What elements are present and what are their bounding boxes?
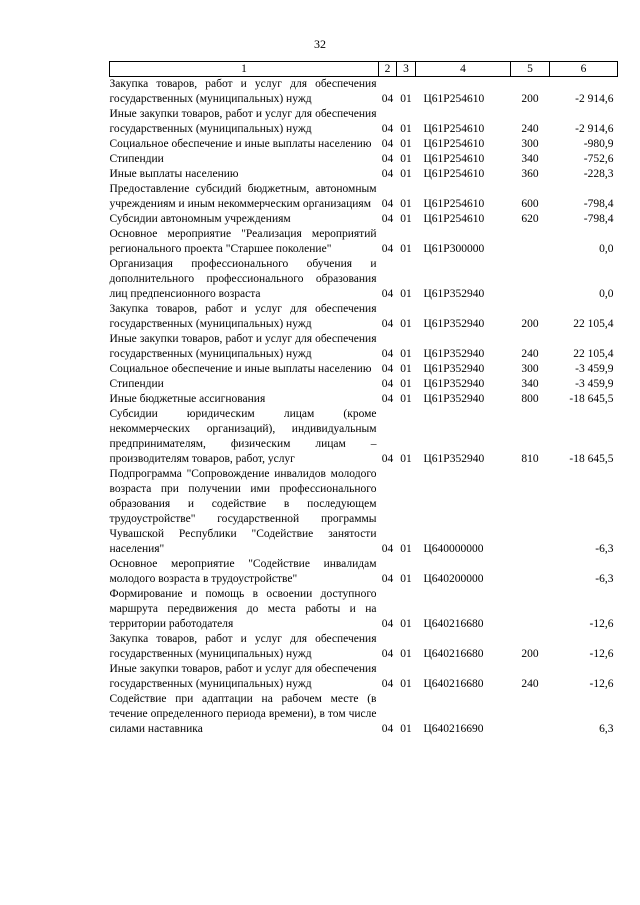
row-target-code: Ц61Р254610: [423, 153, 485, 165]
row-section: 04: [381, 318, 394, 330]
row-name: Социальное обеспечение и иные выплаты населению: [109, 363, 372, 375]
row-subsection: 01: [400, 93, 412, 105]
table-row: [110, 107, 618, 137]
row-expense-type: 810: [521, 453, 539, 465]
table-row: [110, 332, 618, 362]
row-target-code: Ц61Р254610: [423, 93, 485, 105]
row-section: 04: [381, 648, 394, 660]
row-target-code: Ц61Р254610: [423, 198, 485, 210]
row-subsection: 01: [400, 678, 412, 690]
table-row: [110, 362, 618, 377]
row-target-code: Ц61Р352940: [423, 318, 485, 330]
row-target-code: Ц61Р352940: [423, 288, 485, 300]
table-row: [110, 692, 618, 737]
row-expense-type: 800: [521, 393, 539, 405]
table-row: [110, 392, 618, 407]
row-section: 04: [381, 198, 394, 210]
row-subsection: 01: [400, 138, 412, 150]
row-name: Закупка товаров, работ и услуг для обеспечения государственных (муниципальных) нужд: [109, 303, 377, 330]
row-section: 04: [381, 363, 394, 375]
row-amount: 22 105,4: [573, 348, 614, 360]
row-target-code: Ц61Р254610: [423, 213, 485, 225]
row-name: Стипендии: [109, 378, 164, 390]
table-row: [110, 77, 618, 108]
row-amount: -12,6: [589, 678, 614, 690]
row-subsection: 01: [400, 153, 412, 165]
row-target-code: Ц61Р254610: [423, 123, 485, 135]
row-name: Предоставление субсидий бюджетным, автономным учреждениям и иным некоммерческим организациям: [109, 183, 377, 210]
header-cell: 5: [511, 62, 550, 77]
row-section: 04: [381, 543, 394, 555]
table-row: [110, 632, 618, 662]
row-target-code: Ц61Р352940: [423, 393, 485, 405]
row-amount: 0,0: [599, 288, 614, 300]
row-section: 04: [381, 288, 394, 300]
header-cell: 1: [110, 62, 379, 77]
row-amount: -6,3: [595, 543, 614, 555]
row-target-code: Ц61Р352940: [423, 453, 485, 465]
row-section: 04: [381, 453, 394, 465]
budget-table: [109, 61, 618, 737]
header-cell: 3: [397, 62, 416, 77]
row-amount: -228,3: [583, 168, 614, 180]
table-row: [110, 167, 618, 182]
row-section: 04: [381, 678, 394, 690]
row-name: Иные выплаты населению: [109, 168, 239, 180]
row-target-code: Ц640216680: [423, 618, 484, 630]
row-section: 04: [381, 168, 394, 180]
row-target-code: Ц61Р254610: [423, 168, 485, 180]
row-name: Иные закупки товаров, работ и услуг для обеспечения государственных (муниципальных) нужд: [109, 108, 377, 135]
row-expense-type: 240: [521, 678, 539, 690]
row-name: Формирование и помощь в освоении доступного маршрута передвижения до места работы и на территории работодателя: [109, 588, 377, 630]
row-amount: -12,6: [589, 648, 614, 660]
row-name: Субсидии автономным учреждениям: [109, 213, 291, 225]
row-expense-type: 360: [521, 168, 539, 180]
row-subsection: 01: [400, 198, 412, 210]
row-expense-type: [511, 557, 550, 587]
row-name: Основное мероприятие "Содействие инвалидам молодого возраста в трудоустройстве": [109, 558, 377, 585]
row-expense-type: 340: [521, 153, 539, 165]
row-name: Субсидии юридическим лицам (кроме некоммерческих организаций), индивидуальным предпринимателям, физическим лицам – производителям товаров, работ, услуг: [109, 408, 377, 465]
row-section: 04: [381, 123, 394, 135]
table-row: [110, 407, 618, 467]
row-expense-type: 200: [521, 93, 539, 105]
row-subsection: 01: [400, 543, 412, 555]
row-expense-type: [511, 227, 550, 257]
row-section: 04: [381, 378, 394, 390]
row-expense-type: [511, 587, 550, 632]
row-subsection: 01: [400, 243, 412, 255]
row-subsection: 01: [400, 168, 412, 180]
table-row: [110, 587, 618, 632]
row-target-code: Ц61Р254610: [423, 138, 485, 150]
row-target-code: Ц61Р352940: [423, 378, 485, 390]
row-subsection: 01: [400, 648, 412, 660]
row-subsection: 01: [400, 363, 412, 375]
table-row: [110, 557, 618, 587]
page-number: 32: [314, 37, 326, 51]
row-amount: -6,3: [595, 573, 614, 585]
row-target-code: Ц640216690: [423, 723, 484, 735]
row-expense-type: 600: [521, 198, 539, 210]
row-section: 04: [381, 243, 394, 255]
row-section: 04: [381, 393, 394, 405]
row-section: 04: [381, 213, 394, 225]
row-expense-type: 340: [521, 378, 539, 390]
table-row: [110, 137, 618, 152]
row-expense-type: 200: [521, 318, 539, 330]
row-subsection: 01: [400, 288, 412, 300]
row-amount: -2 914,6: [575, 123, 614, 135]
row-expense-type: [511, 692, 550, 737]
row-subsection: 01: [400, 573, 412, 585]
row-section: 04: [381, 153, 394, 165]
row-section: 04: [381, 93, 394, 105]
row-subsection: 01: [400, 723, 412, 735]
table-row: [110, 257, 618, 302]
row-name: Социальное обеспечение и иные выплаты населению: [109, 138, 372, 150]
row-name: Стипендии: [109, 153, 164, 165]
table-row: [110, 182, 618, 212]
table-row: [110, 227, 618, 257]
row-section: 04: [381, 573, 394, 585]
row-target-code: Ц640200000: [423, 573, 484, 585]
row-name: Иные бюджетные ассигнования: [109, 393, 266, 405]
row-amount: -3 459,9: [575, 363, 614, 375]
row-amount: -12,6: [589, 618, 614, 630]
table-row: [110, 377, 618, 392]
row-amount: -798,4: [583, 198, 614, 210]
row-target-code: Ц61Р352940: [423, 348, 485, 360]
row-amount: -798,4: [583, 213, 614, 225]
row-expense-type: 300: [521, 363, 539, 375]
row-subsection: 01: [400, 213, 412, 225]
table-body: [110, 77, 618, 738]
row-amount: -2 914,6: [575, 93, 614, 105]
row-section: 04: [381, 348, 394, 360]
table-header: [110, 62, 618, 77]
row-amount: 0,0: [599, 243, 614, 255]
row-expense-type: [511, 257, 550, 302]
row-expense-type: [511, 467, 550, 557]
row-name: Подпрограмма "Сопровождение инвалидов молодого возраста при получении ими профессионального образования и содействие в последующем трудоустройстве" государственной программы Чувашской Республики "Содействие занятости населения": [109, 468, 377, 555]
row-target-code: Ц640216680: [423, 678, 484, 690]
row-subsection: 01: [400, 618, 412, 630]
row-target-code: Ц61Р300000: [423, 243, 485, 255]
row-target-code: Ц61Р352940: [423, 363, 485, 375]
row-name: Закупка товаров, работ и услуг для обеспечения государственных (муниципальных) нужд: [109, 78, 377, 105]
header-cell: 6: [550, 62, 618, 77]
row-amount: -18 645,5: [569, 453, 614, 465]
row-name: Организация профессионального обучения и дополнительного профессионального образования лиц предпенсионного возраста: [109, 258, 377, 300]
row-target-code: Ц640000000: [423, 543, 484, 555]
row-subsection: 01: [400, 348, 412, 360]
row-expense-type: 240: [521, 123, 539, 135]
row-amount: -980,9: [583, 138, 614, 150]
header-cell: 4: [416, 62, 511, 77]
row-amount: -752,6: [583, 153, 614, 165]
row-subsection: 01: [400, 123, 412, 135]
row-expense-type: 620: [521, 213, 539, 225]
table-row: [110, 302, 618, 332]
header-cell: 2: [379, 62, 397, 77]
row-amount: 6,3: [599, 723, 614, 735]
row-amount: 22 105,4: [573, 318, 614, 330]
row-section: 04: [381, 618, 394, 630]
row-name: Иные закупки товаров, работ и услуг для обеспечения государственных (муниципальных) нужд: [109, 333, 377, 360]
table-row: [110, 662, 618, 692]
row-expense-type: 240: [521, 348, 539, 360]
table-row: [110, 212, 618, 227]
row-section: 04: [381, 138, 394, 150]
row-name: Иные закупки товаров, работ и услуг для обеспечения государственных (муниципальных) нужд: [109, 663, 377, 690]
row-amount: -18 645,5: [569, 393, 614, 405]
row-expense-type: 300: [521, 138, 539, 150]
table-row: [110, 467, 618, 557]
row-subsection: 01: [400, 378, 412, 390]
row-target-code: Ц640216680: [423, 648, 484, 660]
row-name: Основное мероприятие "Реализация мероприятий регионального проекта "Старшее поколение": [109, 228, 377, 255]
row-amount: -3 459,9: [575, 378, 614, 390]
row-name: Закупка товаров, работ и услуг для обеспечения государственных (муниципальных) нужд: [109, 633, 377, 660]
row-subsection: 01: [400, 318, 412, 330]
row-name: Содействие при адаптации на рабочем месте (в течение определенного периода времени), в том числе силами наставника: [109, 693, 377, 735]
row-expense-type: 200: [521, 648, 539, 660]
row-subsection: 01: [400, 393, 412, 405]
row-subsection: 01: [400, 453, 412, 465]
row-section: 04: [381, 723, 394, 735]
table-row: [110, 152, 618, 167]
